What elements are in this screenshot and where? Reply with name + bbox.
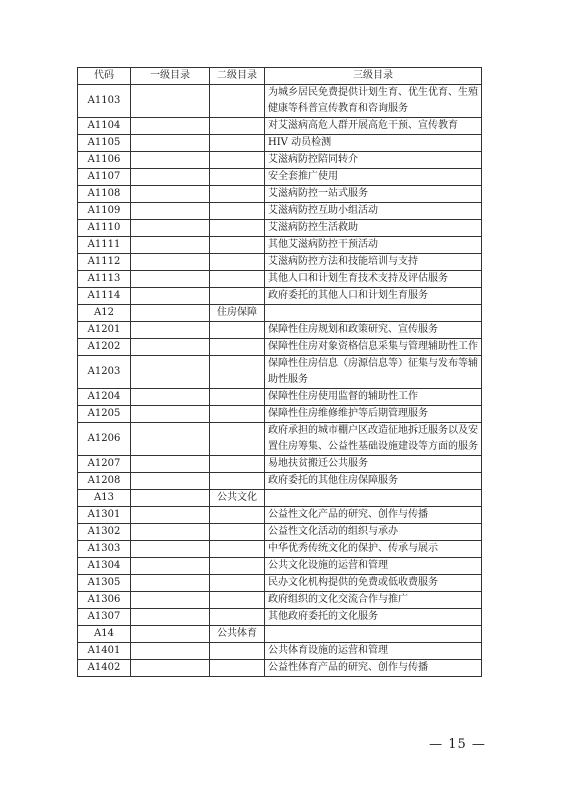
level2-cell <box>210 118 265 135</box>
level1-cell <box>131 203 210 220</box>
table-row <box>78 609 482 626</box>
table-row <box>78 406 482 423</box>
code-cell: A1203 <box>78 356 131 389</box>
table-row <box>78 389 482 406</box>
level2-cell <box>210 271 265 288</box>
level2-cell: 公共体育 <box>210 626 265 643</box>
table-row <box>78 524 482 541</box>
code-cell: A1301 <box>78 507 131 524</box>
level3-cell: 艾滋病防控生活救助 <box>265 220 482 237</box>
table-row <box>78 490 482 507</box>
code-cell: A1107 <box>78 169 131 186</box>
level2-cell <box>210 322 265 339</box>
level3-cell: 政府承担的城市棚户区改造征地拆迁服务以及安置住房筹集、公益性基础设施建设等方面的服务 <box>265 423 482 456</box>
code-cell: A1305 <box>78 575 131 592</box>
level2-cell <box>210 288 265 305</box>
level1-cell <box>131 490 210 507</box>
level2-cell <box>210 541 265 558</box>
table-row <box>78 541 482 558</box>
level3-cell: 对艾滋病高危人群开展高危干预、宣传教育 <box>265 118 482 135</box>
level2-cell <box>210 643 265 660</box>
code-cell: A1105 <box>78 135 131 152</box>
code-cell: A1307 <box>78 609 131 626</box>
level3-cell: 公共文化设施的运营和管理 <box>265 558 482 575</box>
code-cell: A1202 <box>78 339 131 356</box>
level2-cell <box>210 423 265 456</box>
table-row <box>78 558 482 575</box>
table-row <box>78 288 482 305</box>
level2-cell <box>210 575 265 592</box>
level2-cell <box>210 152 265 169</box>
level1-cell <box>131 271 210 288</box>
code-cell: A1201 <box>78 322 131 339</box>
level3-cell: 公益性体育产品的研究、创作与传播 <box>265 660 482 677</box>
level3-cell: 政府委托的其他住房保障服务 <box>265 473 482 490</box>
table-row <box>78 135 482 152</box>
code-cell: A14 <box>78 626 131 643</box>
code-cell: A1110 <box>78 220 131 237</box>
level3-cell: 其他人口和计划生育技术支持及评估服务 <box>265 271 482 288</box>
table-row <box>78 85 482 118</box>
level2-cell <box>210 558 265 575</box>
header-level1: 一级目录 <box>131 68 210 85</box>
table-row <box>78 237 482 254</box>
level3-cell: 保障性住房信息（房源信息等）征集与发布等辅助性服务 <box>265 356 482 389</box>
code-cell: A1205 <box>78 406 131 423</box>
table-row <box>78 626 482 643</box>
level1-cell <box>131 592 210 609</box>
level1-cell <box>131 237 210 254</box>
level3-cell: HIV 动员检测 <box>265 135 482 152</box>
level1-cell <box>131 541 210 558</box>
level1-cell <box>131 322 210 339</box>
level2-cell <box>210 389 265 406</box>
level3-cell: 艾滋病防控一站式服务 <box>265 186 482 203</box>
code-cell: A13 <box>78 490 131 507</box>
level1-cell <box>131 169 210 186</box>
level2-cell <box>210 609 265 626</box>
level2-cell <box>210 339 265 356</box>
table-header-row <box>78 68 482 85</box>
level3-cell: 艾滋病防控陪同转介 <box>265 152 482 169</box>
level3-cell <box>265 626 482 643</box>
code-cell: A1402 <box>78 660 131 677</box>
level2-cell <box>210 135 265 152</box>
level1-cell <box>131 660 210 677</box>
code-cell: A1401 <box>78 643 131 660</box>
code-cell: A1108 <box>78 186 131 203</box>
code-cell: A1208 <box>78 473 131 490</box>
level1-cell <box>131 186 210 203</box>
level1-cell <box>131 524 210 541</box>
level1-cell <box>131 558 210 575</box>
level3-cell <box>265 490 482 507</box>
level3-cell: 中华优秀传统文化的保护、传承与展示 <box>265 541 482 558</box>
level1-cell <box>131 135 210 152</box>
level1-cell <box>131 423 210 456</box>
table-row <box>78 423 482 456</box>
level1-cell <box>131 152 210 169</box>
code-cell: A1304 <box>78 558 131 575</box>
level3-cell: 保障性住房对象资格信息采集与管理辅助性工作 <box>265 339 482 356</box>
level2-cell <box>210 660 265 677</box>
code-cell: A1113 <box>78 271 131 288</box>
header-code: 代码 <box>78 68 131 85</box>
table-row <box>78 254 482 271</box>
level1-cell <box>131 609 210 626</box>
level3-cell: 安全套推广使用 <box>265 169 482 186</box>
code-cell: A1103 <box>78 85 131 118</box>
level1-cell <box>131 356 210 389</box>
level3-cell: 易地扶贫搬迁公共服务 <box>265 456 482 473</box>
table-row <box>78 356 482 389</box>
table-row <box>78 152 482 169</box>
table-row <box>78 271 482 288</box>
code-cell: A1106 <box>78 152 131 169</box>
level2-cell: 公共文化 <box>210 490 265 507</box>
level2-cell <box>210 507 265 524</box>
level2-cell <box>210 186 265 203</box>
level2-cell: 住房保障 <box>210 305 265 322</box>
table-row <box>78 575 482 592</box>
table-row <box>78 322 482 339</box>
level2-cell <box>210 254 265 271</box>
code-cell: A12 <box>78 305 131 322</box>
code-cell: A1104 <box>78 118 131 135</box>
level3-cell: 民办文化机构提供的免费或低收费服务 <box>265 575 482 592</box>
page-number: — 15 — <box>429 737 486 752</box>
level2-cell <box>210 356 265 389</box>
code-cell: A1112 <box>78 254 131 271</box>
level1-cell <box>131 473 210 490</box>
code-cell: A1204 <box>78 389 131 406</box>
level3-cell: 艾滋病防控互助小组活动 <box>265 203 482 220</box>
table-row <box>78 305 482 322</box>
code-cell: A1207 <box>78 456 131 473</box>
table-row <box>78 118 482 135</box>
level1-cell <box>131 118 210 135</box>
header-level2: 二级目录 <box>210 68 265 85</box>
level3-cell: 公益性文化活动的组织与承办 <box>265 524 482 541</box>
level2-cell <box>210 592 265 609</box>
level2-cell <box>210 169 265 186</box>
level3-cell: 艾滋病防控方法和技能培训与支持 <box>265 254 482 271</box>
code-cell: A1109 <box>78 203 131 220</box>
level3-cell: 公益性文化产品的研究、创作与传播 <box>265 507 482 524</box>
header-level3: 三级目录 <box>265 68 482 85</box>
level3-cell: 保障性住房规划和政策研究、宣传服务 <box>265 322 482 339</box>
table-row <box>78 456 482 473</box>
table-row <box>78 203 482 220</box>
code-cell: A1206 <box>78 423 131 456</box>
level1-cell <box>131 85 210 118</box>
table-row <box>78 220 482 237</box>
level2-cell <box>210 524 265 541</box>
level1-cell <box>131 288 210 305</box>
level3-cell: 公共体育设施的运营和管理 <box>265 643 482 660</box>
table-row <box>78 186 482 203</box>
level1-cell <box>131 305 210 322</box>
code-cell: A1303 <box>78 541 131 558</box>
table-row <box>78 473 482 490</box>
table-row <box>78 660 482 677</box>
level3-cell: 政府委托的其他人口和计划生育服务 <box>265 288 482 305</box>
table-row <box>78 339 482 356</box>
service-catalog-table <box>77 67 482 677</box>
code-cell: A1306 <box>78 592 131 609</box>
level2-cell <box>210 473 265 490</box>
level1-cell <box>131 575 210 592</box>
level3-cell <box>265 305 482 322</box>
table-body <box>78 85 482 677</box>
level1-cell <box>131 254 210 271</box>
table-row <box>78 643 482 660</box>
level2-cell <box>210 406 265 423</box>
level1-cell <box>131 626 210 643</box>
level3-cell: 其他政府委托的文化服务 <box>265 609 482 626</box>
level1-cell <box>131 406 210 423</box>
level3-cell: 保障性住房使用监督的辅助性工作 <box>265 389 482 406</box>
level1-cell <box>131 339 210 356</box>
level3-cell: 其他艾滋病防控干预活动 <box>265 237 482 254</box>
level2-cell <box>210 237 265 254</box>
code-cell: A1111 <box>78 237 131 254</box>
level2-cell <box>210 85 265 118</box>
level1-cell <box>131 220 210 237</box>
table-row <box>78 592 482 609</box>
table-row <box>78 507 482 524</box>
level1-cell <box>131 456 210 473</box>
code-cell: A1114 <box>78 288 131 305</box>
level3-cell: 政府组织的文化交流合作与推广 <box>265 592 482 609</box>
level1-cell <box>131 507 210 524</box>
code-cell: A1302 <box>78 524 131 541</box>
level3-cell: 为城乡居民免费提供计划生育、优生优育、生殖健康等科普宣传教育和咨询服务 <box>265 85 482 118</box>
level2-cell <box>210 456 265 473</box>
table-row <box>78 169 482 186</box>
level3-cell: 保障性住房维修维护等后期管理服务 <box>265 406 482 423</box>
level1-cell <box>131 389 210 406</box>
level1-cell <box>131 643 210 660</box>
level2-cell <box>210 220 265 237</box>
level2-cell <box>210 203 265 220</box>
